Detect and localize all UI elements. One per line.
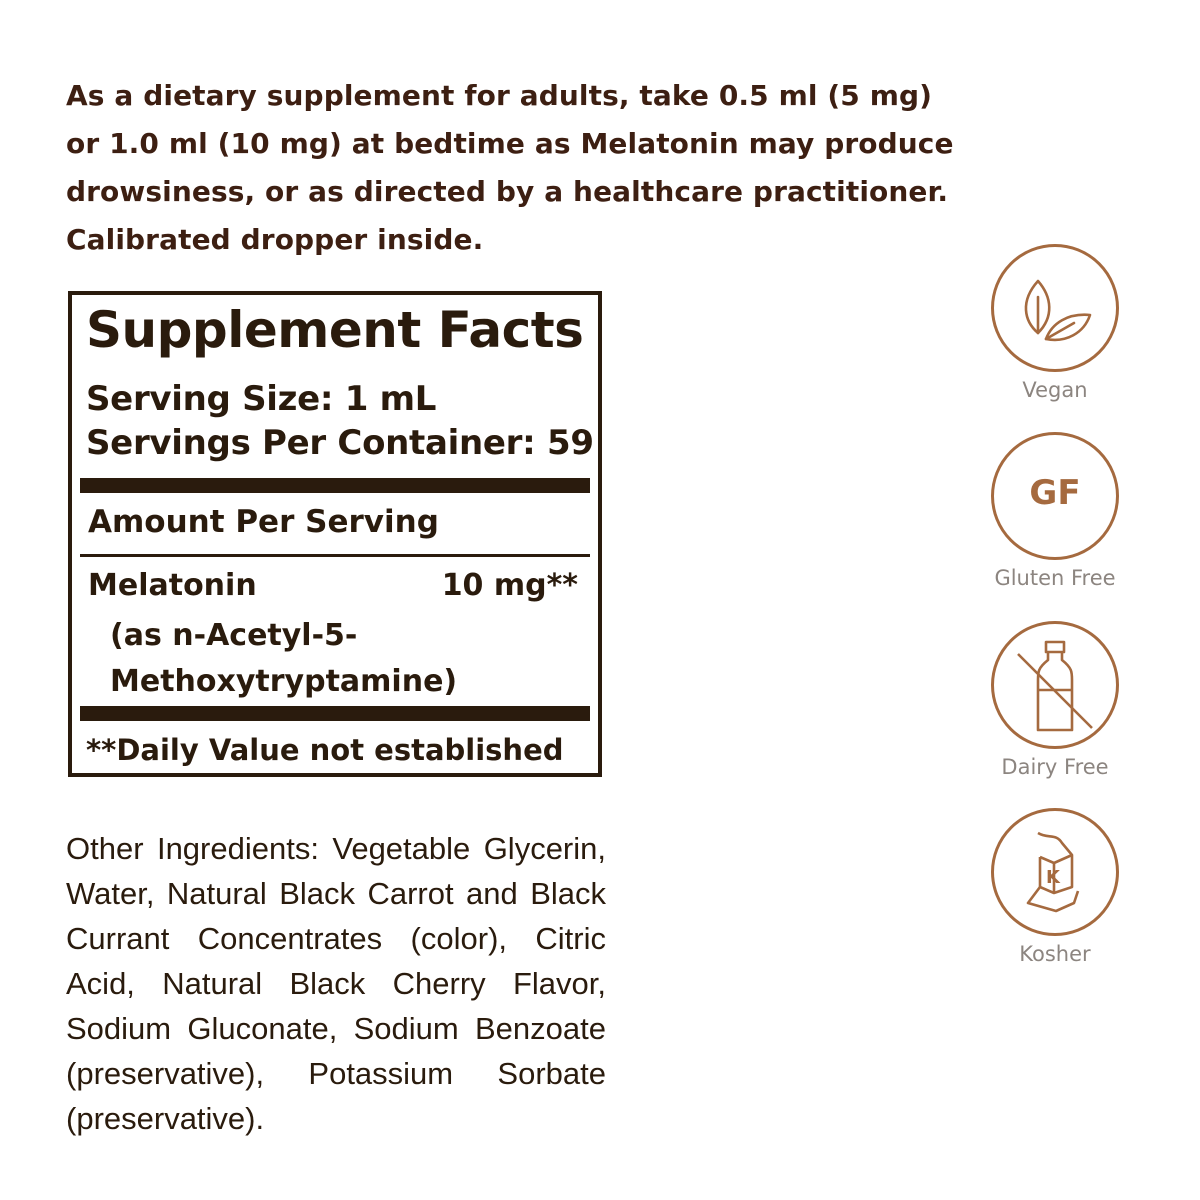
directions-line: or 1.0 ml (10 mg) at bedtime as Melatonin may produce [66,127,954,160]
servings-per-container: Servings Per Container: 59 [86,423,594,463]
ingredient-source-line: (as n-Acetyl-5- [110,618,358,653]
thick-divider [80,478,590,493]
other-ingredients-line: (preservative), Potassium Sorbate [66,1056,606,1091]
vegan-badge [988,244,1122,402]
other-ingredients-line: Sodium Gluconate, Sodium Benzoate [66,1011,606,1046]
other-ingredients-line: Water, Natural Black Carrot and Black [66,876,606,911]
amount-per-serving-heading: Amount Per Serving [88,504,439,540]
directions-line: Calibrated dropper inside. [66,223,484,256]
gluten-free-label: Gluten Free [994,566,1116,590]
kosher-badge [988,808,1122,966]
kosher-icon-text: K [1046,867,1060,888]
vegan-label: Vegan [1022,378,1088,402]
other-ingredients-line: Other Ingredients: Vegetable Glycerin, [66,831,606,866]
leaves-icon [991,244,1119,372]
other-ingredients-text [66,826,606,1141]
dairy-free-label: Dairy Free [1001,755,1109,779]
gf-icon [991,432,1119,560]
ingredient-name: Melatonin [88,568,257,603]
crossed-milk-bottle-icon [991,621,1119,749]
serving-size: Serving Size: 1 mL [86,379,437,419]
supplement-facts-title: Supplement Facts [86,301,584,359]
ingredient-amount: 10 mg** [441,568,578,603]
ingredient-source [110,613,457,705]
other-ingredients-line: Acid, Natural Black Cherry Flavor, [66,966,606,1001]
thick-divider [80,706,590,721]
gluten-free-badge [988,432,1122,590]
directions-text [66,72,954,264]
kosher-icon [991,808,1119,936]
directions-line: As a dietary supplement for adults, take 0.5 ml (5 mg) [66,79,933,112]
supplement-facts-panel [68,291,602,777]
directions-line: drowsiness, or as directed by a healthcare practitioner. [66,175,949,208]
kosher-label: Kosher [1019,942,1091,966]
other-ingredients-line: Currant Concentrates (color), Citric [66,921,606,956]
daily-value-footnote: **Daily Value not established [86,733,564,767]
ingredient-source-line: Methoxytryptamine) [110,664,458,699]
other-ingredients-line: (preservative). [66,1101,265,1136]
serving-info [86,377,594,465]
dairy-free-badge [988,621,1122,779]
gf-icon-text: GF [1029,473,1081,513]
thin-divider [80,554,590,557]
